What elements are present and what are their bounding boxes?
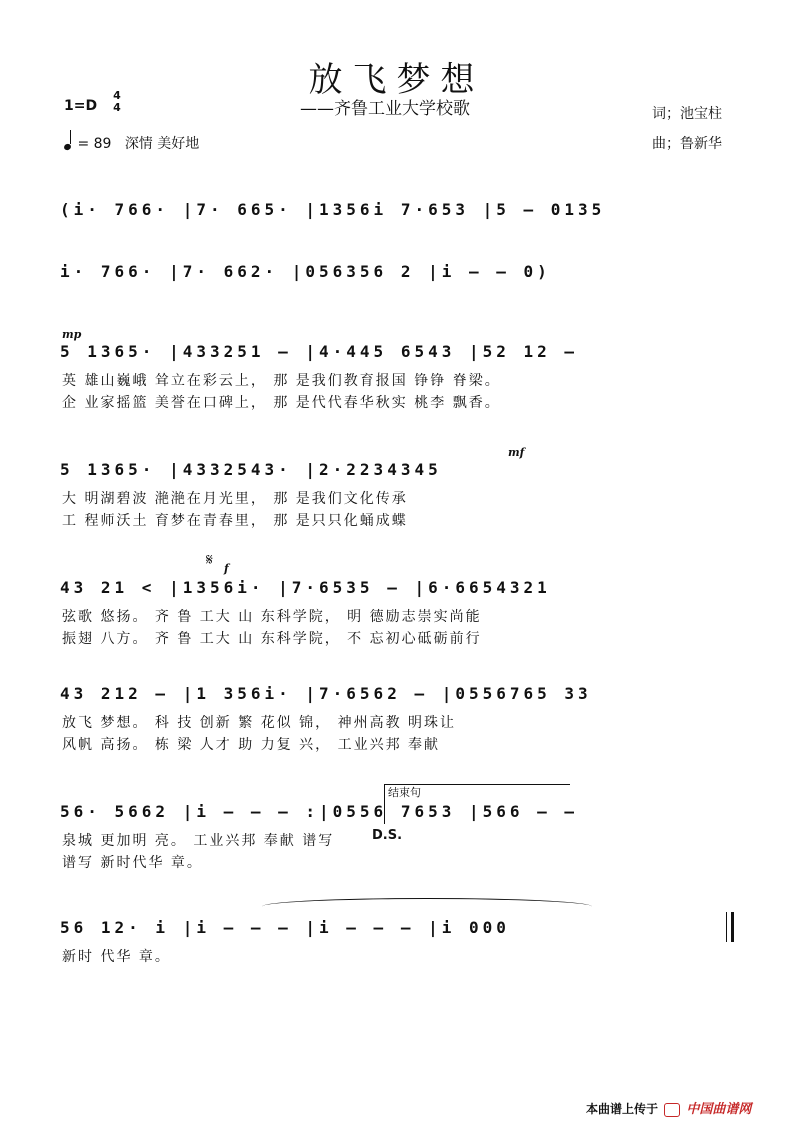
upload-text: 本曲谱上传于 [586, 1102, 659, 1116]
staff-row-8-notes: 56 12· i |i – – – |i – – – |i 000 [60, 918, 510, 937]
staff-row-7-notes: 56· 5662 |i – – – :|0556 7653 |566 – – [60, 802, 579, 821]
staff-row-4-lyrics-verse-2: 工 程师沃土 育梦在青春里， 那 是只只化蛹成蝶 [62, 513, 408, 529]
composer-credit: 曲；鲁新华 [652, 136, 722, 152]
staff-row-3-lyrics-verse-1: 英 雄山巍峨 耸立在彩云上， 那 是我们教育报国 铮铮 脊梁。 [62, 373, 501, 389]
staff-row-5-lyrics-verse-2: 振翅 八方。 齐 鲁 工大 山 东科学院， 不 忘初心砥砺前行 [62, 631, 482, 647]
staff-row-8-lyrics: 新时 代华 章。 [62, 949, 171, 965]
dynamic-mp: mp [62, 328, 82, 341]
staff-row-6-lyrics-verse-2: 风帆 高扬。 栋 梁 人才 助 力复 兴， 工业兴邦 奉献 [62, 737, 441, 753]
segno-icon: 𝄋 [206, 550, 213, 569]
upload-footer [586, 1098, 751, 1117]
key-signature: 1=D [64, 98, 98, 114]
song-subtitle: ——齐鲁工业大学校歌 [300, 99, 470, 119]
meter-bottom: 4 [113, 101, 121, 114]
staff-row-1-notes: (i· 766· |7· 665· |1356i 7·653 |5 – 0135 [60, 200, 606, 219]
staff-row-5-notes: 43 21 < |1356i· |7·6535 – |6·6654321 [60, 578, 551, 597]
tempo-marking [64, 133, 199, 153]
dynamic-f: f [224, 562, 229, 575]
long-tie [262, 898, 592, 915]
dynamic-mf: mf [508, 446, 525, 459]
staff-row-6-notes: 43 212 – |1 356i· |7·6562 – |0556765 33 [60, 684, 592, 703]
staff-row-7-lyrics-verse-2: 谱写 新时代华 章。 [62, 855, 203, 871]
staff-row-3-lyrics-verse-2: 企 业家摇篮 美誉在口碑上， 那 是代代春华秋实 桃李 飘香。 [62, 395, 501, 411]
staff-row-2-notes: i· 766· |7· 662· |056356 2 |i – – 0) [60, 262, 551, 281]
site-name: 中国曲谱网 [686, 1102, 752, 1117]
ending-label: 结束句 [388, 786, 421, 799]
tempo-value: = 89 [77, 136, 112, 152]
final-barline [726, 912, 734, 942]
quarter-note-icon [63, 143, 72, 151]
note-stem-icon [70, 130, 71, 144]
site-logo-icon [664, 1103, 680, 1117]
staff-row-4-lyrics-verse-1: 大 明湖碧波 滟滟在月光里， 那 是我们文化传承 [62, 491, 408, 507]
ds-mark: D.S. [372, 828, 403, 843]
staff-row-3-notes: 5 1365· |433251 – |4·445 6543 |52 12 – [60, 342, 579, 361]
staff-row-7-lyrics-verse-1: 泉城 更加明 亮。 工业兴邦 奉献 谱写 [62, 833, 335, 849]
meter-top: 4 [113, 89, 121, 102]
lyricist-credit: 词；池宝柱 [652, 106, 722, 122]
expression-text: 深情 美好地 [124, 136, 200, 152]
staff-row-6-lyrics-verse-1: 放飞 梦想。 科 技 创新 繁 花似 锦， 神州高教 明珠让 [62, 715, 457, 731]
staff-row-4-notes: 5 1365· |4332543· |2·2234345 [60, 460, 442, 479]
time-signature [110, 90, 124, 114]
staff-row-5-lyrics-verse-1: 弦歌 悠扬。 齐 鲁 工大 山 东科学院， 明 德励志崇实尚能 [62, 609, 482, 625]
song-title: 放飞梦想 [308, 60, 485, 100]
